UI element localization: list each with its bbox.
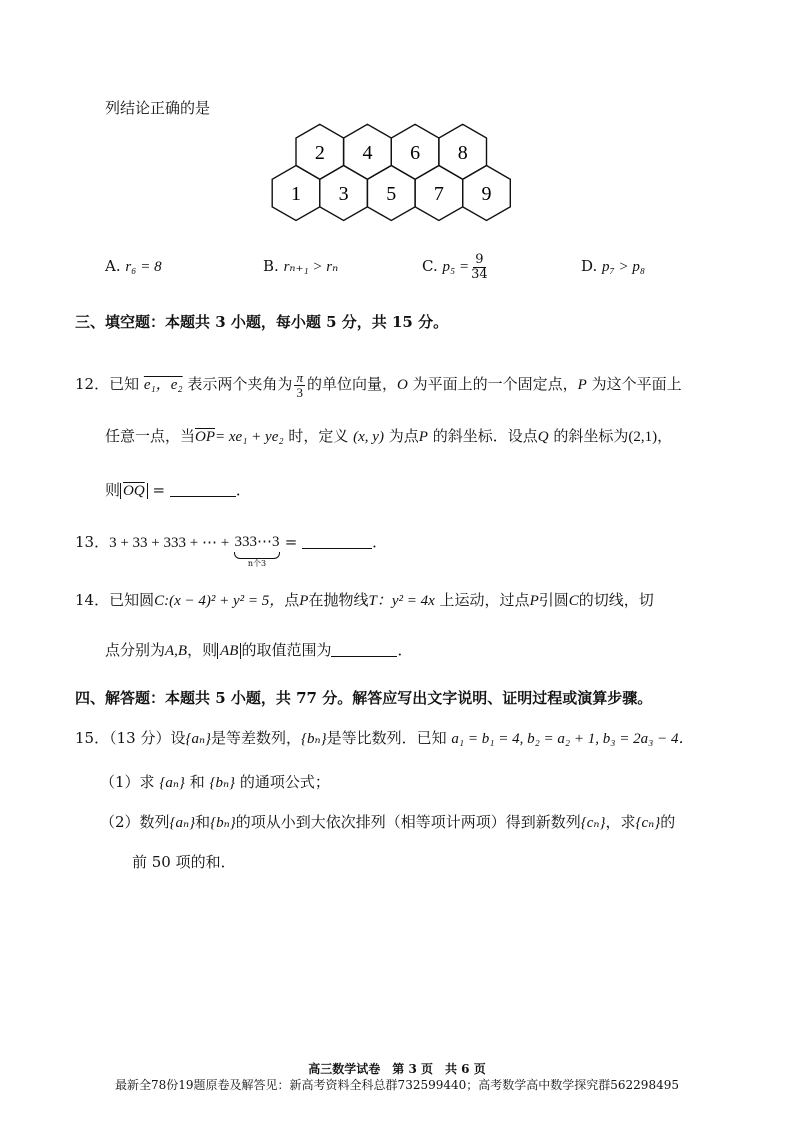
hexagon-label-5: 5 <box>386 183 397 205</box>
question-13: 13．3 + 33 + 333 + ⋯ + 333⋯3 n个3 = ． <box>75 533 388 568</box>
answer-blank-12[interactable] <box>170 482 236 497</box>
option-d-text: p₇ > p₈ <box>602 259 646 275</box>
option-a-label: A. <box>105 257 121 275</box>
option-c-lhs: p₅ = <box>442 259 470 275</box>
option-b-label: B. <box>263 257 279 275</box>
section-4-heading: 四、解答题：本题共 5 小题，共 77 分。解答应写出文字说明、证明过程或演算步骤。 <box>75 689 653 707</box>
answer-blank-14[interactable] <box>331 642 397 657</box>
hexagon-label-7: 7 <box>433 183 444 205</box>
hexagon-label-8: 8 <box>457 141 468 164</box>
footer-note: 最新全78份19题原卷及解答见：新高考资料全科总群732599440；高考数学高中数学探究群562298495 <box>115 1078 679 1092</box>
hexagon-label-6: 6 <box>410 141 421 164</box>
section-3-heading: 三、填空题：本题共 3 小题，每小题 5 分，共 15 分。 <box>75 313 449 331</box>
hexagon-label-2: 2 <box>314 141 325 164</box>
answer-blank-13[interactable] <box>302 534 372 549</box>
hexagon-figure <box>0 118 794 228</box>
underbrace-term: 333⋯3 n个3 <box>234 534 280 568</box>
option-a-text: r₆ = 8 <box>125 259 162 275</box>
hexagon-label-9: 9 <box>481 183 492 205</box>
question-11-intro: 列结论正确的是 <box>105 99 211 117</box>
option-b-text: rₙ₊₁ > rₙ <box>283 259 339 275</box>
option-c-label: C. <box>422 257 438 275</box>
hexagon-label-4: 4 <box>362 141 373 164</box>
hexagon-label-1: 1 <box>291 183 301 205</box>
page-footer: 高三数学试卷 第 3 页 共 6 页 <box>308 1062 486 1076</box>
option-d-label: D. <box>581 257 598 275</box>
hexagon-label-3: 3 <box>338 183 349 205</box>
option-c-fraction: $\frac{9}{34}$ <box>471 251 488 282</box>
